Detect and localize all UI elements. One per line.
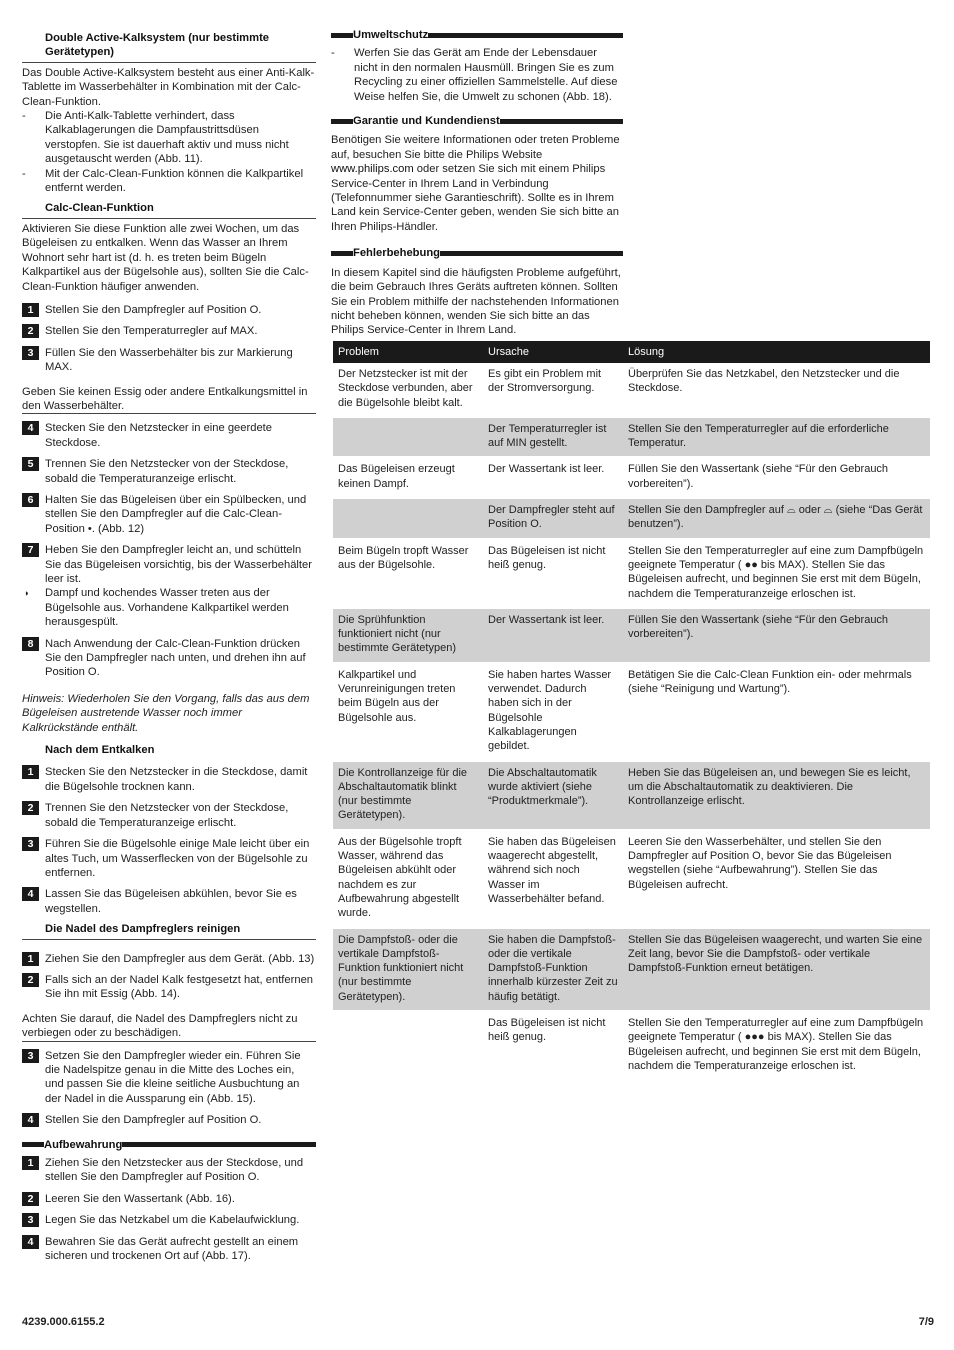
paragraph: Das Double Active-Kalksystem besteht aus einer Anti-Kalk-Tablette im Wasserbehälter in Kombination mit der Calc-Clean-Funktion. xyxy=(22,66,315,108)
heading-bar xyxy=(331,251,353,256)
step: 1 Ziehen Sie den Dampfregler aus dem Gerät. (Abb. 13) xyxy=(22,952,316,966)
step: 1 Ziehen Sie den Netzstecker aus der Steckdose, und stellen Sie den Dampfregler auf Position O. xyxy=(22,1156,316,1185)
document-code: 4239.000.6155.2 xyxy=(22,1316,105,1328)
cell-problem: Das Bügeleisen erzeugt keinen Dampf. xyxy=(333,457,483,498)
website-link[interactable]: www.philips.com xyxy=(331,163,414,176)
step: 1 Stellen Sie den Dampfregler auf Position O. xyxy=(22,303,316,317)
step: 8 Nach Anwendung der Calc-Clean-Funktion drücken Sie den Dampfregler nach unten, und drehen ihn auf Position O. xyxy=(22,637,316,680)
heading-bar xyxy=(22,1142,44,1147)
table-row xyxy=(333,830,930,928)
cell-problem: Beim Bügeln tropft Wasser aus der Bügelsohle. xyxy=(333,539,483,608)
cell-cause: Sie haben die Dampfstoß- oder die vertikale Dampfstoß-Funktion innerhalb kürzester Zeit zu häufig betätigt. xyxy=(483,928,623,1011)
cell-cause: Der Wassertank ist leer. xyxy=(483,457,623,498)
heading-warranty: Garantie und Kundendienst xyxy=(331,114,623,128)
step: 3 Führen Sie die Bügelsohle einige Male leicht über ein altes Tuch, um Wasserflecken von der Bügelsohle zu entfernen. xyxy=(22,837,316,880)
heading-bar xyxy=(428,33,623,38)
step: 3 Legen Sie das Netzkabel um die Kabelaufwicklung. xyxy=(22,1213,316,1227)
paragraph: In diesem Kapitel sind die häufigsten Probleme aufgeführt, die beim Gebrauch Ihres Geräts auftreten können. Sollten Sie ein Problem mithilfe der nachstehenden Informationen nicht beheben können, wenden Sie sich bitte an das Philips Service-Center in Ihrem Land. xyxy=(331,266,621,337)
troubleshooting-table xyxy=(333,341,930,1081)
cell-solution: Füllen Sie den Wassertank (siehe “Für den Gebrauch vorbereiten”). xyxy=(623,608,930,663)
cell-problem xyxy=(333,1011,483,1080)
table-row xyxy=(333,663,930,761)
cell-cause: Es gibt ein Problem mit der Stromversorgung. xyxy=(483,363,623,417)
paragraph: Aktivieren Sie diese Funktion alle zwei Wochen, um das Bügeleisen zu entkalken. Wenn das Wasser an Ihrem Wohnort sehr hart ist (d. h. es treten beim Bügeln Kalkpartikel aus der Bügelsohle aus), sollten Sie die Calc-Clean-Funktion häufiger anwenden. xyxy=(22,222,309,293)
step: 4 Bewahren Sie das Gerät aufrecht gestellt an einem sicheren und trockenen Ort auf (Abb. 17). xyxy=(22,1235,316,1264)
cell-solution: Betätigen Sie die Calc-Clean Funktion ein- oder mehrmals (siehe “Reinigung und Wartung”). xyxy=(623,663,930,761)
triangle-icon: ◗ xyxy=(24,588,30,599)
page-number: 7/9 xyxy=(918,1316,934,1328)
middle-column xyxy=(331,28,623,338)
cell-problem: Kalkpartikel und Verunreinigungen treten beim Bügeln aus der Bügelsohle aus. xyxy=(333,663,483,761)
heading-environment: Umweltschutz xyxy=(331,28,623,42)
cell-solution: Heben Sie das Bügeleisen an, und bewegen Sie es leicht, um die Abschaltautomatik zu deaktivieren. Die Kontrollanzeige erlischt. xyxy=(623,761,930,830)
heading-bar xyxy=(440,251,623,256)
cell-problem: Aus der Bügelsohle tropft Wasser, während das Bügeleisen abkühlt oder nachdem es zur Aufbewahrung abgestellt wurde. xyxy=(333,830,483,928)
cell-cause: Sie haben das Bügeleisen waagerecht abgestellt, während sich noch Wasser im Wasserbehälter befand. xyxy=(483,830,623,928)
cell-cause: Der Wassertank ist leer. xyxy=(483,608,623,663)
table-row xyxy=(333,539,930,608)
cell-cause: Die Abschaltautomatik wurde aktiviert (siehe “Produktmerkmale”). xyxy=(483,761,623,830)
cell-cause: Der Temperaturregler ist auf MIN gestellt. xyxy=(483,417,623,458)
heading-after-descaling: Nach dem Entkalken xyxy=(45,744,155,757)
cell-cause: Das Bügeleisen ist nicht heiß genug. xyxy=(483,539,623,608)
step: 2 Falls sich an der Nadel Kalk festgesetzt hat, entfernen Sie ihn mit Essig (Abb. 14). xyxy=(22,973,316,1002)
step: 5 Trennen Sie den Netzstecker von der Steckdose, sobald die Temperaturanzeige erlischt. xyxy=(22,457,316,486)
table-row xyxy=(333,761,930,830)
cell-cause: Das Bügeleisen ist nicht heiß genug. xyxy=(483,1011,623,1080)
column-header-problem: Problem xyxy=(333,341,483,363)
step: 4 Stellen Sie den Dampfregler auf Position O. xyxy=(22,1113,316,1127)
step: 4 Lassen Sie das Bügeleisen abkühlen, bevor Sie es wegstellen. xyxy=(22,887,316,916)
cell-problem: Die Dampfstoß- oder die vertikale Dampfstoß-Funktion funktioniert nicht (nur bestimmte Gerätetypen). xyxy=(333,928,483,1011)
note: Hinweis: Wiederholen Sie den Vorgang, falls das aus dem Bügeleisen austretende Wasser noch immer Kalkrückstände enthält. xyxy=(22,692,310,734)
heading-storage: Aufbewahrung xyxy=(22,1138,316,1152)
table-row xyxy=(333,417,930,458)
cell-problem: Die Sprühfunktion funktioniert nicht (nur bestimmte Gerätetypen) xyxy=(333,608,483,663)
cell-solution: Stellen Sie den Temperaturregler auf die erforderliche Temperatur. xyxy=(623,417,930,458)
list-item: - Mit der Calc-Clean-Funktion können die Kalkpartikel entfernt werden. xyxy=(22,167,304,195)
step: 2 Leeren Sie den Wassertank (Abb. 16). xyxy=(22,1192,316,1206)
table-row xyxy=(333,1011,930,1080)
heading-needle: Die Nadel des Dampfreglers reinigen xyxy=(22,922,316,939)
table-row xyxy=(333,457,930,498)
warning-text: Geben Sie keinen Essig oder andere Entkalkungsmittel in den Wasserbehälter. xyxy=(22,385,316,415)
step: 2 Stellen Sie den Temperaturregler auf MAX. xyxy=(22,324,316,338)
cell-solution: Stellen Sie den Dampfregler auf ⌓ oder ⌓ (siehe “Das Gerät benutzen”). xyxy=(623,498,930,539)
cell-solution: Füllen Sie den Wassertank (siehe “Für den Gebrauch vorbereiten”). xyxy=(623,457,930,498)
step: 4 Stecken Sie den Netzstecker in eine geerdete Steckdose. xyxy=(22,421,316,450)
table-header-row xyxy=(333,341,930,363)
cell-solution: Stellen Sie das Bügeleisen waagerecht, und warten Sie eine Zeit lang, bevor Sie die Dampfstoß- oder vertikale Dampfstoß-Funktion erneut betätigen. xyxy=(623,928,930,1011)
table-row xyxy=(333,608,930,663)
heading-troubleshooting: Fehlerbehebung xyxy=(331,246,623,260)
warning-text: Achten Sie darauf, die Nadel des Dampfreglers nicht zu verbiegen oder zu beschädigen. xyxy=(22,1012,316,1042)
cell-problem xyxy=(333,498,483,539)
cell-solution: Überprüfen Sie das Netzkabel, den Netzstecker und die Steckdose. xyxy=(623,363,930,417)
table-row xyxy=(333,363,930,417)
list-item: - Die Anti-Kalk-Tablette verhindert, dass Kalkablagerungen die Dampfaustrittsdüsen verstopfen. Sie ist dauerhaft aktiv und muss nicht ausgetauscht werden (Abb. 11). xyxy=(22,110,289,166)
step: 1 Stecken Sie den Netzstecker in die Steckdose, damit die Bügelsohle trocknen kann. xyxy=(22,765,316,794)
left-column xyxy=(22,31,316,1263)
cell-cause: Sie haben hartes Wasser verwendet. Dadurch haben sich in der Bügelsohle Kalkablagerungen gebildet. xyxy=(483,663,623,761)
table-row xyxy=(333,498,930,539)
heading-bar xyxy=(331,33,353,38)
step: 6 Halten Sie das Bügeleisen über ein Spülbecken, und stellen Sie den Dampfregler auf die Calc-Clean-Position •. (Abb. 12) xyxy=(22,493,316,536)
step: 7 Heben Sie den Dampfregler leicht an, und schütteln Sie das Bügeleisen vorsichtig, bis der Wasserbehälter leer ist. xyxy=(22,543,316,586)
table-row xyxy=(333,928,930,1011)
cell-problem xyxy=(333,417,483,458)
heading-bar xyxy=(122,1142,316,1147)
cell-problem: Der Netzstecker ist mit der Steckdose verbunden, aber die Bügelsohle bleibt kalt. xyxy=(333,363,483,417)
heading-double-active: Double Active-Kalksystem (nur bestimmte Gerätetypen) xyxy=(22,31,316,63)
step: 2 Trennen Sie den Netzstecker von der Steckdose, sobald die Temperaturanzeige erlischt. xyxy=(22,801,316,830)
cell-solution: Leeren Sie den Wasserbehälter, und stellen Sie den Dampfregler auf Position O, bevor Sie das Bügeleisen wegstellen (siehe “Aufbewahrung”). Stellen Sie das Bügeleisen aufrecht. xyxy=(623,830,930,928)
cell-problem: Die Kontrollanzeige für die Abschaltautomatik blinkt (nur bestimmte Gerätetypen). xyxy=(333,761,483,830)
column-header-solution: Lösung xyxy=(623,341,930,363)
heading-bar xyxy=(500,119,623,124)
step: 3 Füllen Sie den Wasserbehälter bis zur Markierung MAX. xyxy=(22,346,316,375)
heading-bar xyxy=(331,119,353,124)
cell-cause: Der Dampfregler steht auf Position O. xyxy=(483,498,623,539)
paragraph: Benötigen Sie weitere Informationen oder treten Probleme auf, besuchen Sie bitte die Philips Website www.philips.com oder setzen Sie sich mit einem Philips Service-Center in Ihrem Land in Verbindung (Telefonnummer siehe Garantieschrift). Sollte es in Ihrem Land kein Service-Center geben, wenden Sie sich bitte an Ihren Philips-Händler. xyxy=(331,134,620,233)
list-item: - Werfen Sie das Gerät am Ende der Lebensdauer nicht in den normalen Hausmüll. Bringen Sie es zum Recycling zu einer offiziellen Sammelstelle. Auf diese Weise helfen Sie, die Umwelt zu schonen (Abb. 18). xyxy=(331,47,618,103)
heading-calc-clean: Calc-Clean-Funktion xyxy=(22,201,316,218)
step: 3 Setzen Sie den Dampfregler wieder ein. Führen Sie die Nadelspitze genau in die Mitte des Loches ein, und passen Sie die kleine seitliche Ausbuchtung an der Nadel in die Aussparung ein (Abb. 15). xyxy=(22,1049,316,1107)
cell-solution: Stellen Sie den Temperaturregler auf eine zum Dampfbügeln geeignete Temperatur ( ●●● bis MAX). Stellen Sie das Bügeleisen aufrecht, und beginnen Sie erst mit dem Bügeln, nachdem die Temperaturanzeige erloschen ist. xyxy=(623,1011,930,1080)
column-header-cause: Ursache xyxy=(483,341,623,363)
cell-solution: Stellen Sie den Temperaturregler auf eine zum Dampfbügeln geeignete Temperatur ( ●● bis MAX). Stellen Sie das Bügeleisen aufrecht, und beginnen Sie erst mit dem Bügeln, nachdem die Temperaturanzeige erloschen ist. xyxy=(623,539,930,608)
result-item: ◗ Dampf und kochendes Wasser treten aus der Bügelsohle aus. Vorhandene Kalkpartikel werden herausgespült. xyxy=(24,587,289,629)
